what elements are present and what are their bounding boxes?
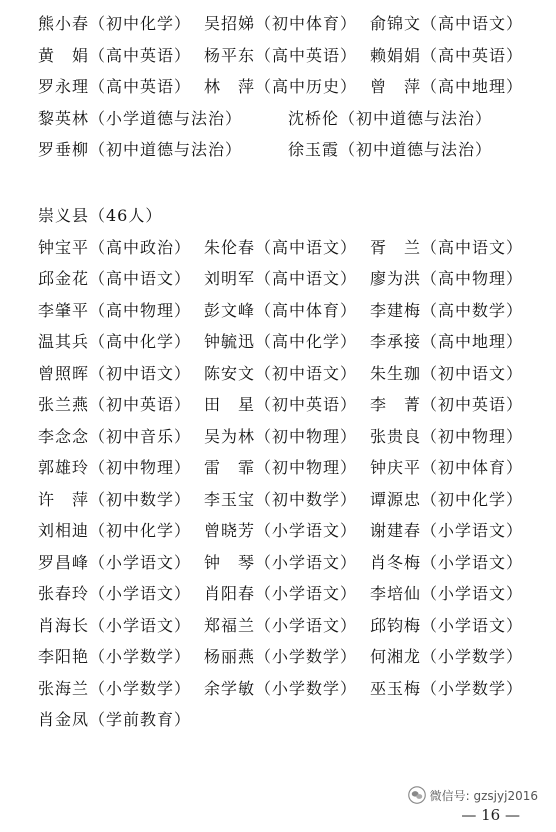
teacher-entry: 张春玲（小学语文） — [38, 584, 192, 603]
name-row — [38, 358, 538, 390]
name-row — [38, 134, 538, 166]
name-row — [38, 295, 538, 327]
name-row — [38, 71, 538, 103]
teacher-entry: 吴招娣（初中体育） — [204, 14, 358, 33]
teacher-entry: 肖金凤（学前教育） — [38, 710, 192, 729]
name-row — [38, 389, 538, 421]
teacher-entry: 李阳艳（小学数学） — [38, 647, 192, 666]
teacher-entry: 邱金花（高中语文） — [38, 269, 192, 288]
teacher-entry: 朱生珈（初中语文） — [370, 363, 524, 383]
teacher-entry: 赖娟娟（高中英语） — [370, 45, 524, 65]
teacher-entry: 巫玉梅（小学数学） — [370, 678, 524, 698]
wechat-watermark — [408, 786, 538, 804]
teacher-entry: 肖海长（小学语文） — [38, 615, 192, 635]
teacher-entry: 郭雄玲（初中物理） — [38, 458, 192, 477]
teacher-entry: 曾照晖（初中语文） — [38, 363, 192, 383]
name-row — [38, 578, 538, 610]
teacher-entry: 彭文峰（高中体育） — [204, 300, 358, 320]
section-2-name-list — [38, 232, 538, 736]
teacher-entry: 肖阳春（小学语文） — [204, 584, 358, 603]
teacher-entry: 俞锦文（高中语文） — [370, 14, 524, 33]
teacher-entry: 郑福兰（小学语文） — [204, 615, 358, 635]
name-row — [38, 232, 538, 264]
teacher-entry: 何湘龙（小学数学） — [370, 647, 524, 666]
teacher-entry: 林 萍（高中历史） — [204, 77, 358, 96]
teacher-entry: 罗永理（高中英语） — [38, 77, 192, 96]
section-2-chongyi — [38, 200, 538, 736]
section-1-name-list — [38, 8, 538, 166]
teacher-entry: 李肇平（高中物理） — [38, 300, 192, 320]
teacher-entry: 钟宝平（高中政治） — [38, 237, 192, 257]
teacher-entry: 李承接（高中地理） — [370, 332, 524, 351]
name-row — [38, 452, 538, 484]
name-row — [38, 421, 538, 453]
teacher-entry: 田 星（初中英语） — [204, 395, 358, 414]
teacher-entry: 吴为林（初中物理） — [204, 426, 358, 446]
name-row — [38, 610, 538, 642]
teacher-entry: 李建梅（高中数学） — [370, 300, 524, 320]
teacher-entry: 许 萍（初中数学） — [38, 489, 192, 509]
page-footer — [408, 786, 538, 824]
teacher-entry: 谢建春（小学语文） — [370, 521, 524, 540]
teacher-entry: 余学敏（小学数学） — [204, 678, 358, 698]
teacher-entry: 杨平东（高中英语） — [204, 45, 358, 65]
name-row — [38, 263, 538, 295]
teacher-entry: 邱钧梅（小学语文） — [370, 615, 524, 635]
teacher-entry: 谭源忠（初中化学） — [370, 489, 524, 509]
teacher-entry: 李念念（初中音乐） — [38, 426, 192, 446]
teacher-entry: 黄 娟（高中英语） — [38, 45, 192, 65]
teacher-entry: 钟毓迅（高中化学） — [204, 332, 358, 351]
wechat-icon — [408, 786, 426, 804]
name-row — [38, 40, 538, 72]
teacher-entry: 熊小春（初中化学） — [38, 14, 192, 33]
name-row — [38, 326, 538, 358]
teacher-entry: 黎英林（小学道德与法治） — [38, 108, 243, 128]
name-row — [38, 515, 538, 547]
teacher-entry: 罗昌峰（小学语文） — [38, 552, 192, 572]
name-row — [38, 704, 538, 736]
teacher-entry: 沈桥伦（初中道德与法治） — [288, 108, 493, 128]
teacher-entry: 李玉宝（初中数学） — [204, 489, 358, 509]
name-row — [38, 673, 538, 705]
name-row — [38, 484, 538, 516]
teacher-entry: 钟 琴（小学语文） — [204, 552, 358, 572]
teacher-entry: 曾晓芳（小学语文） — [204, 521, 358, 540]
section-heading: 崇义县（46人） — [38, 206, 163, 225]
name-row — [38, 547, 538, 579]
teacher-entry: 温其兵（高中化学） — [38, 332, 192, 351]
teacher-entry: 朱伦春（高中语文） — [204, 237, 358, 257]
teacher-entry: 肖冬梅（小学语文） — [370, 552, 524, 572]
teacher-entry: 杨丽燕（小学数学） — [204, 647, 358, 666]
teacher-entry: 陈安文（初中语文） — [204, 363, 358, 383]
teacher-entry: 张贵良（初中物理） — [370, 426, 524, 446]
page-number: — 16 — — [461, 806, 520, 824]
name-row — [38, 8, 538, 40]
teacher-entry: 胥 兰（高中语文） — [370, 237, 524, 257]
teacher-entry: 雷 霏（初中物理） — [204, 458, 358, 477]
teacher-entry: 徐玉霞（初中道德与法治） — [288, 140, 493, 159]
teacher-entry: 罗垂柳（初中道德与法治） — [38, 140, 243, 159]
name-row — [38, 103, 538, 135]
name-row — [38, 641, 538, 673]
teacher-entry: 刘相迪（初中化学） — [38, 521, 192, 540]
teacher-entry: 李 菁（初中英语） — [370, 395, 524, 414]
teacher-entry: 曾 萍（高中地理） — [370, 77, 524, 96]
teacher-entry: 刘明军（高中语文） — [204, 269, 358, 288]
teacher-entry: 张兰燕（初中英语） — [38, 395, 192, 414]
teacher-entry: 张海兰（小学数学） — [38, 678, 192, 698]
teacher-entry: 钟庆平（初中体育） — [370, 458, 524, 477]
teacher-entry: 李培仙（小学语文） — [370, 584, 524, 603]
wechat-id-text: 微信号: gzsjyj2016 — [429, 788, 538, 803]
teacher-entry: 廖为洪（高中物理） — [370, 269, 524, 288]
